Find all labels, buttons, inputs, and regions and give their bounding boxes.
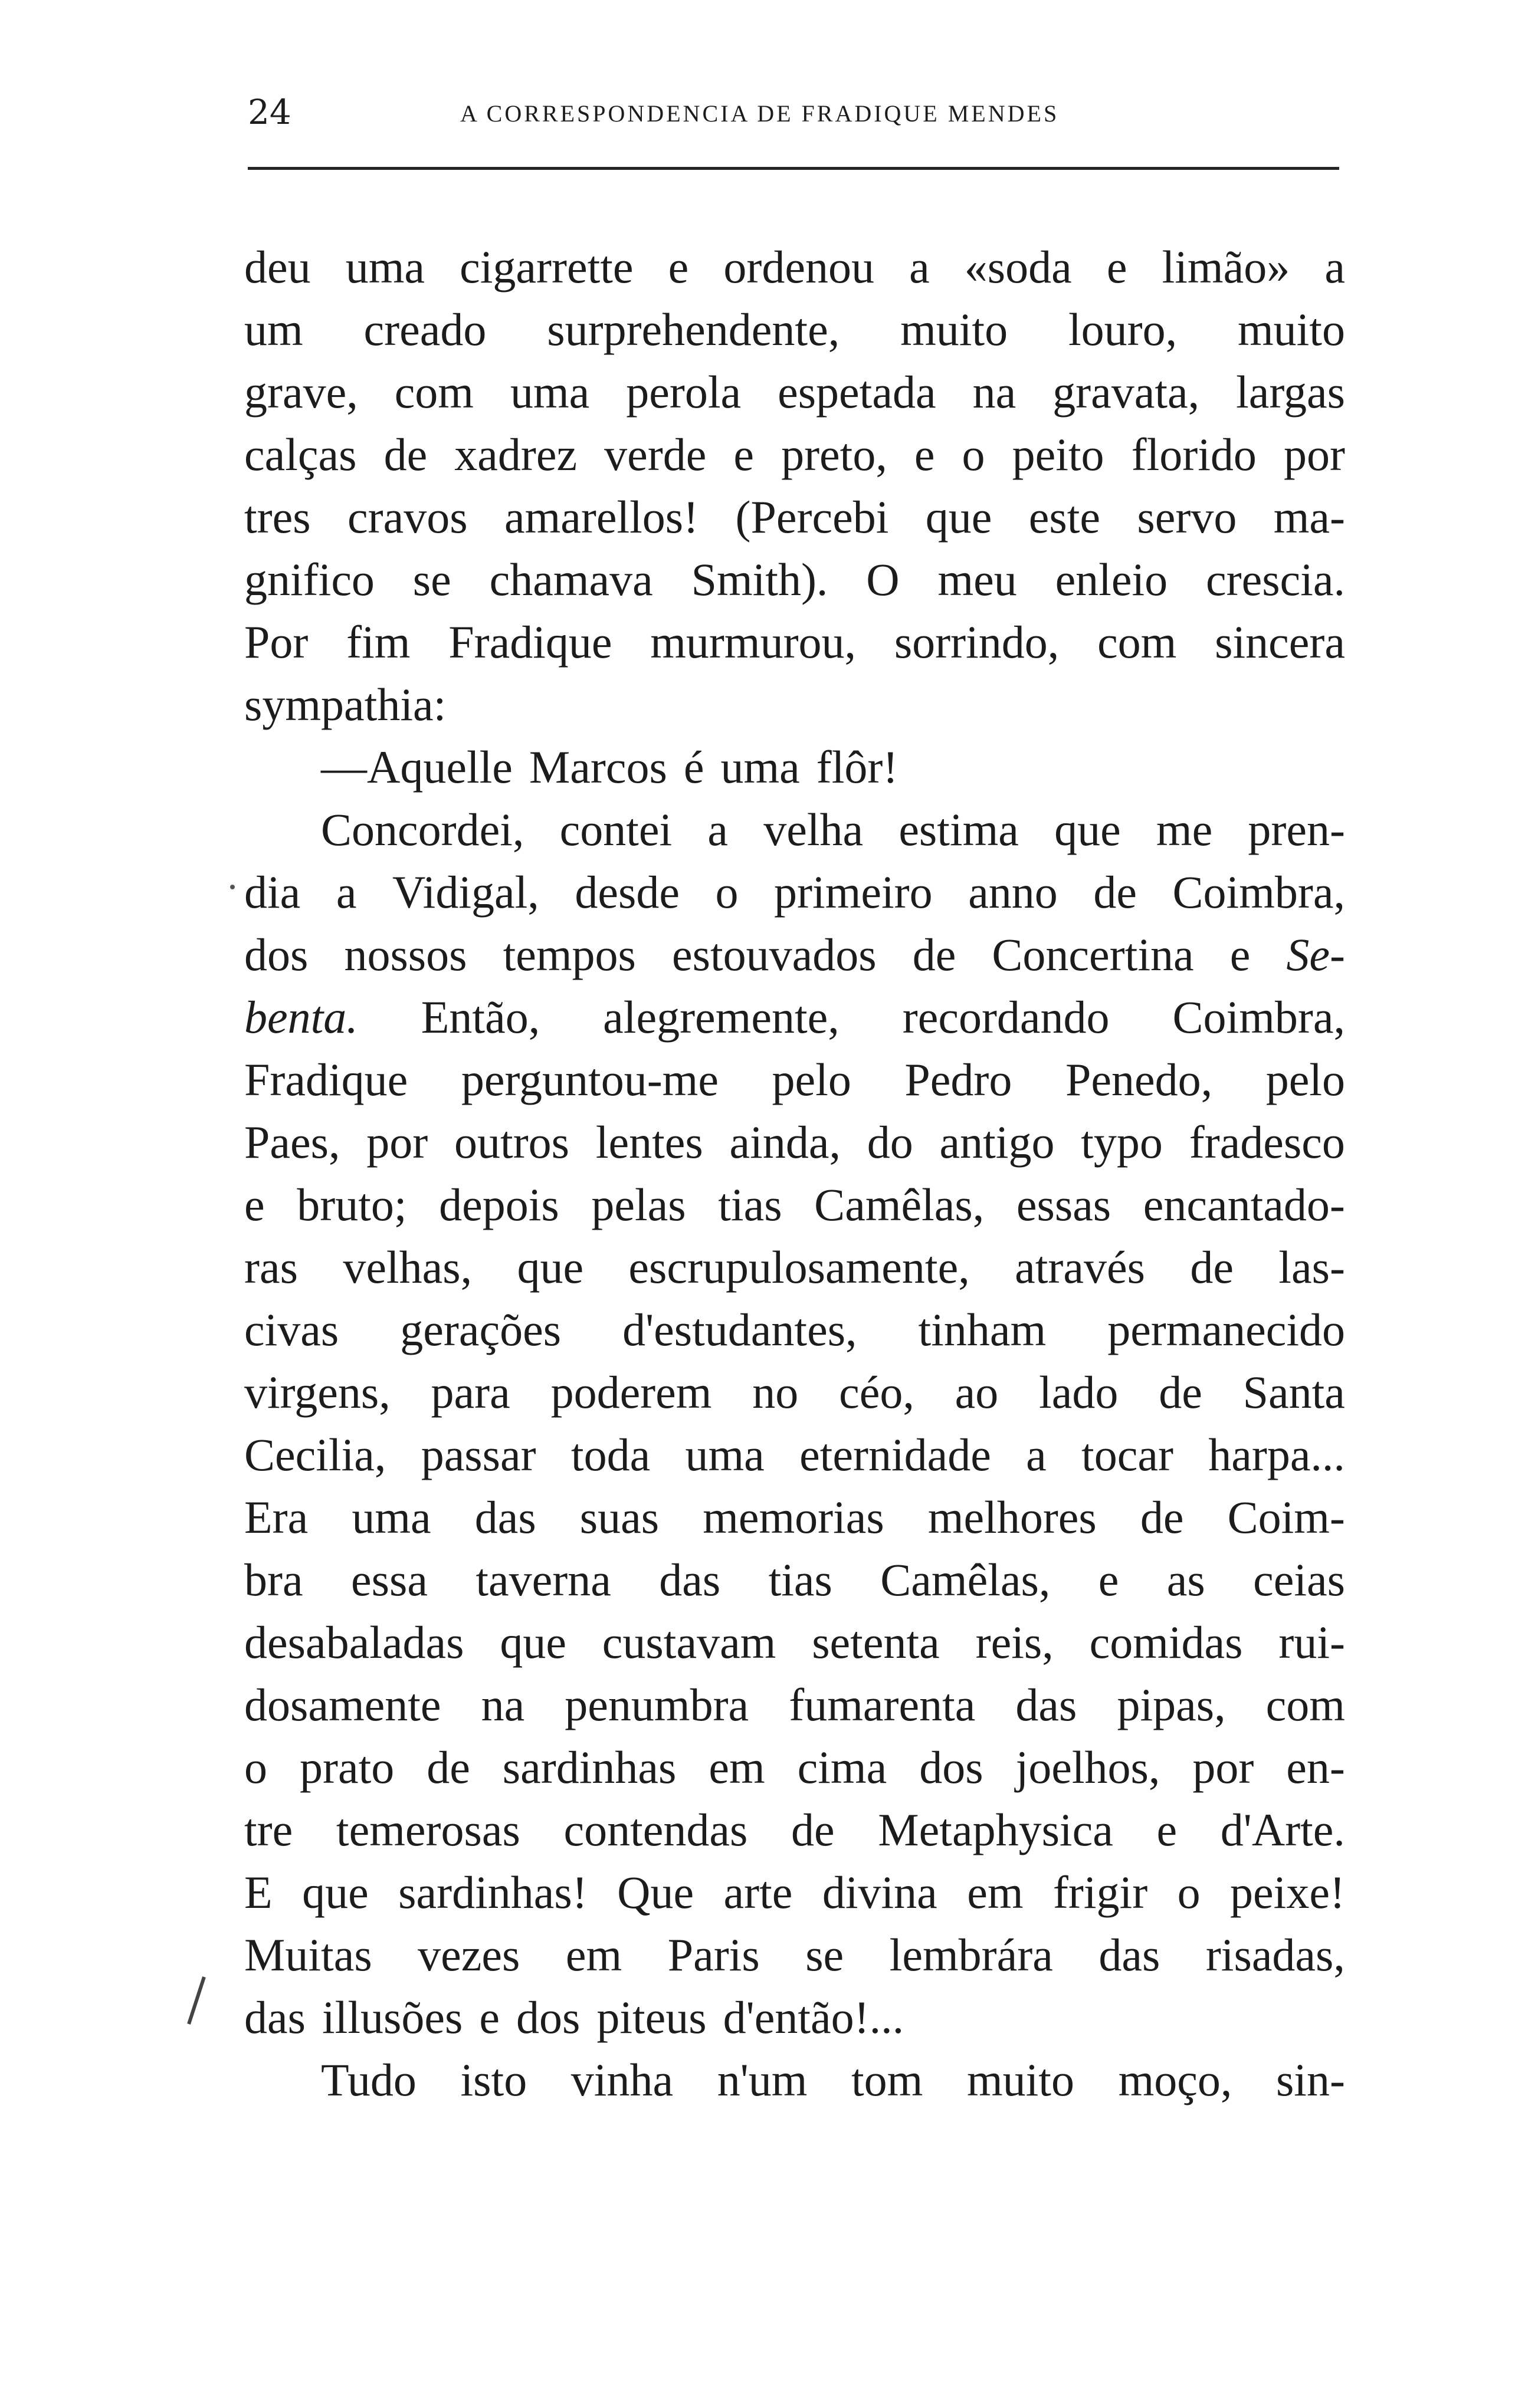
word: das — [474, 1492, 536, 1543]
word: a — [1324, 241, 1345, 293]
text-line — [244, 674, 1345, 736]
word: muito — [1237, 304, 1345, 355]
word: gerações — [400, 1304, 562, 1355]
text-line — [244, 861, 1345, 924]
word: sorrindo, — [894, 616, 1060, 668]
margin-speck — [230, 885, 235, 889]
word: estima — [898, 804, 1019, 855]
word: antigo — [939, 1116, 1055, 1168]
word: preto, — [781, 429, 887, 480]
word: muito — [900, 304, 1008, 355]
word: de — [1140, 1492, 1184, 1543]
word: peito — [1012, 429, 1104, 480]
word: d'Arte. — [1220, 1804, 1345, 1855]
word: pelo — [1265, 1054, 1345, 1105]
word: pren- — [1248, 804, 1345, 855]
word: Coimbra, — [1172, 866, 1345, 918]
word: uma — [352, 1492, 431, 1543]
word: uma — [510, 366, 590, 418]
word: passar — [421, 1429, 536, 1480]
word: surprehendente, — [547, 304, 840, 355]
word: as — [1166, 1554, 1205, 1605]
word: amarellos! — [504, 491, 699, 543]
word: de — [1093, 866, 1137, 918]
running-title: A CORRESPONDENCIA DE FRADIQUE MENDES — [460, 100, 1060, 127]
word: espetada — [778, 366, 936, 418]
word: pelas — [591, 1179, 686, 1230]
word: ceias — [1253, 1554, 1345, 1605]
word: depois — [439, 1179, 559, 1230]
word: toda — [570, 1429, 651, 1480]
word: memorias — [703, 1492, 884, 1543]
word: florido — [1131, 429, 1257, 480]
word: ainda, — [729, 1116, 841, 1168]
word: cravos — [347, 491, 468, 543]
header-rule — [248, 167, 1339, 170]
word: a — [909, 241, 930, 293]
word: a — [1026, 1429, 1047, 1480]
word: chamava — [489, 554, 653, 605]
word: das — [1015, 1679, 1077, 1730]
word: Que — [617, 1867, 694, 1918]
word: que — [500, 1617, 566, 1668]
word: e — [1229, 929, 1251, 980]
word: reis, — [975, 1617, 1054, 1668]
word: d'estudantes, — [622, 1304, 857, 1355]
word: Pedro — [904, 1054, 1012, 1105]
word: suas — [579, 1492, 660, 1543]
word: largas — [1236, 366, 1345, 418]
word: sardinhas — [502, 1742, 677, 1793]
word: se — [805, 1929, 844, 1980]
word: uma — [345, 241, 425, 293]
word: pipas, — [1117, 1679, 1226, 1730]
word: tias — [768, 1554, 832, 1605]
word: que — [1054, 804, 1121, 855]
word: Fradique — [448, 616, 612, 668]
word: uma — [685, 1429, 765, 1480]
word: Camêlas, — [880, 1554, 1051, 1605]
word: taverna — [476, 1554, 611, 1605]
word: illusões — [322, 1992, 463, 2043]
word: lembrára — [889, 1929, 1053, 1980]
word: este — [1028, 491, 1101, 543]
word: Fradique — [244, 1054, 408, 1105]
text-line — [244, 2049, 1345, 2111]
word: o — [715, 866, 739, 918]
word: o — [244, 1742, 267, 1793]
word: lado — [1039, 1366, 1119, 1418]
word: se — [412, 554, 451, 605]
word: Coim- — [1227, 1492, 1345, 1543]
text-line — [244, 486, 1345, 548]
word: por — [1283, 429, 1345, 480]
text-line — [244, 1299, 1345, 1361]
word: dos — [244, 929, 309, 980]
word: das — [1098, 1929, 1160, 1980]
text-line — [244, 361, 1345, 423]
word: poderem — [550, 1366, 712, 1418]
word: de — [912, 929, 956, 980]
word: tempos — [503, 929, 636, 980]
word: melhores — [927, 1492, 1097, 1543]
word: que — [517, 1241, 584, 1293]
word: encantado- — [1143, 1179, 1345, 1230]
word: em — [709, 1742, 765, 1793]
word: e — [914, 429, 935, 480]
word: Paris — [667, 1929, 760, 1980]
text-line — [244, 924, 1345, 986]
word: e — [244, 1179, 265, 1230]
word: (Percebi — [735, 491, 889, 543]
word: grave, — [244, 366, 358, 418]
body-text — [244, 236, 1345, 2111]
word: anno — [968, 866, 1058, 918]
word: eternidade — [799, 1429, 991, 1480]
word: arte — [723, 1867, 793, 1918]
word: alegremente, — [603, 991, 840, 1043]
running-head — [248, 88, 1345, 136]
word: Coimbra, — [1172, 991, 1345, 1043]
word: velhas, — [343, 1241, 473, 1293]
word: e — [1156, 1804, 1178, 1855]
word: velha — [763, 804, 864, 855]
word: frigir — [1052, 1867, 1148, 1918]
text-line — [244, 1674, 1345, 1736]
text-line — [244, 1236, 1345, 1299]
text-line — [244, 548, 1345, 611]
word: rui- — [1278, 1617, 1345, 1668]
word: Era — [244, 1492, 309, 1543]
word: verde — [604, 429, 707, 480]
word: servo — [1137, 491, 1237, 543]
word: e — [668, 241, 689, 293]
word: recordando — [902, 991, 1110, 1043]
word: com — [1097, 616, 1177, 668]
word: «soda — [964, 241, 1072, 293]
word: céo, — [839, 1366, 914, 1418]
word: de — [1159, 1366, 1202, 1418]
word: por — [366, 1116, 428, 1168]
word: louro, — [1068, 304, 1178, 355]
word: ao — [955, 1366, 999, 1418]
word: Então, — [421, 991, 540, 1043]
word: de — [427, 1742, 470, 1793]
word: typo — [1081, 1116, 1163, 1168]
word: flôr! — [816, 741, 898, 793]
word: temerosas — [336, 1804, 520, 1855]
word: d'então!... — [723, 1992, 904, 2043]
word: fumarenta — [789, 1679, 976, 1730]
word: permanecido — [1107, 1304, 1345, 1355]
word: Tudo — [321, 2054, 417, 2105]
word: sin- — [1275, 2054, 1345, 2105]
word: o — [1177, 1867, 1201, 1918]
word: bra — [244, 1554, 303, 1605]
word: Concertina — [992, 929, 1194, 980]
word: muito — [966, 2054, 1074, 2105]
word: peixe! — [1230, 1867, 1345, 1918]
word: em — [967, 1867, 1024, 1918]
word: que — [302, 1867, 369, 1918]
word: calças — [244, 429, 357, 480]
word: limão» — [1162, 241, 1290, 293]
word: harpa... — [1208, 1429, 1345, 1480]
text-line — [244, 298, 1345, 361]
word: Smith). — [691, 554, 828, 605]
word: moço, — [1118, 2054, 1232, 2105]
word: fradesco — [1189, 1116, 1345, 1168]
word: e — [479, 1992, 500, 2043]
word: n'um — [717, 2054, 808, 2105]
text-line — [244, 1986, 1345, 2049]
word: sympathia: — [244, 679, 447, 730]
word: deu — [244, 241, 311, 293]
word: prato — [299, 1742, 395, 1793]
word: isto — [460, 2054, 527, 2105]
word: a — [336, 866, 357, 918]
word: virgens, — [244, 1366, 391, 1418]
word: vezes — [418, 1929, 520, 1980]
word: desde — [575, 866, 680, 918]
text-line — [244, 1736, 1345, 1799]
text-line — [244, 1924, 1345, 1986]
word: tocar — [1081, 1429, 1173, 1480]
word: Vidigal, — [392, 866, 539, 918]
word: enleio — [1055, 554, 1168, 605]
word: Paes, — [244, 1116, 340, 1168]
word: nossos — [344, 929, 467, 980]
text-line — [244, 1049, 1345, 1111]
word: perguntou-me — [461, 1054, 719, 1105]
word: setenta — [812, 1617, 940, 1668]
word: murmurou, — [650, 616, 857, 668]
word: Muitas — [244, 1929, 372, 1980]
word: tre — [244, 1804, 293, 1855]
word: no — [752, 1366, 799, 1418]
word: das — [659, 1554, 721, 1605]
word: para — [431, 1366, 510, 1418]
word: tias — [718, 1179, 782, 1230]
word: las- — [1278, 1241, 1345, 1293]
text-line — [244, 1111, 1345, 1174]
word: gnifico — [244, 554, 375, 605]
word: me — [1156, 804, 1213, 855]
word: de — [383, 429, 428, 480]
word: benta. — [244, 991, 358, 1043]
word: —Aquelle — [321, 741, 513, 793]
word: sincera — [1215, 616, 1345, 668]
word: gravata, — [1052, 366, 1200, 418]
text-line — [244, 236, 1345, 298]
margin-pencil-mark — [187, 1976, 206, 2025]
word: de — [1190, 1241, 1234, 1293]
word: Penedo, — [1065, 1054, 1213, 1105]
word: e — [1106, 241, 1127, 293]
word: tom — [851, 2054, 923, 2105]
word: um — [244, 304, 303, 355]
word: Camêlas, — [814, 1179, 985, 1230]
word: dos — [919, 1742, 983, 1793]
word: dos — [516, 1992, 581, 2043]
word: desabaladas — [244, 1617, 464, 1668]
word: através — [1015, 1241, 1145, 1293]
word: primeiro — [774, 866, 933, 918]
word: Metaphysica — [878, 1804, 1113, 1855]
text-line — [244, 1361, 1345, 1424]
word: contendas — [563, 1804, 748, 1855]
text-line — [244, 799, 1345, 861]
text-line — [244, 1486, 1345, 1549]
word: com — [1265, 1679, 1345, 1730]
word: risadas, — [1205, 1929, 1345, 1980]
word: Santa — [1242, 1366, 1345, 1418]
word: creado — [363, 304, 487, 355]
word: tres — [244, 491, 311, 543]
word: dosamente — [244, 1679, 441, 1730]
word: a — [707, 804, 729, 855]
text-line — [244, 1861, 1345, 1924]
word: en- — [1286, 1742, 1345, 1793]
word: Por — [244, 616, 309, 668]
word: tinham — [918, 1304, 1047, 1355]
text-line — [244, 1611, 1345, 1674]
word: com — [394, 366, 474, 418]
word: E — [244, 1867, 273, 1918]
word: comidas — [1089, 1617, 1243, 1668]
text-line — [244, 423, 1345, 486]
word: do — [867, 1116, 913, 1168]
word: ordenou — [723, 241, 874, 293]
word: penumbra — [565, 1679, 749, 1730]
word: e — [1098, 1554, 1119, 1605]
word: que — [925, 491, 992, 543]
word: na — [972, 366, 1016, 418]
word: pelo — [772, 1054, 851, 1105]
word: estouvados — [672, 929, 877, 980]
text-line — [244, 1549, 1345, 1611]
word: escrupulosamente, — [628, 1241, 970, 1293]
word: das — [244, 1992, 306, 2043]
word: O — [866, 554, 900, 605]
word: é — [683, 741, 704, 793]
word: e — [733, 429, 755, 480]
word: crescia. — [1205, 554, 1345, 605]
word: joelhos, — [1015, 1742, 1160, 1793]
word: Cecilia, — [244, 1429, 386, 1480]
word: de — [791, 1804, 835, 1855]
word: fim — [346, 616, 411, 668]
word: civas — [244, 1304, 339, 1355]
word: ma- — [1273, 491, 1345, 543]
word: contei — [559, 804, 673, 855]
word: em — [565, 1929, 622, 1980]
word: meu — [937, 554, 1017, 605]
word: por — [1192, 1742, 1254, 1793]
word: Concordei, — [321, 804, 524, 855]
word: essa — [350, 1554, 428, 1605]
word: ras — [244, 1241, 298, 1293]
text-line — [244, 1799, 1345, 1861]
word: piteus — [596, 1992, 707, 2043]
word: essas — [1016, 1179, 1111, 1230]
word: cima — [797, 1742, 887, 1793]
text-line — [244, 1174, 1345, 1236]
word: vinha — [570, 2054, 674, 2105]
word: o — [962, 429, 985, 480]
word: custavam — [602, 1617, 776, 1668]
word: sardinhas! — [398, 1867, 588, 1918]
word: Marcos — [529, 741, 667, 793]
word: xadrez — [454, 429, 578, 480]
word: dia — [244, 866, 301, 918]
word: divina — [822, 1867, 937, 1918]
word: cigarrette — [460, 241, 634, 293]
word: uma — [720, 741, 800, 793]
word: lentes — [595, 1116, 703, 1168]
word: outros — [454, 1116, 570, 1168]
word: bruto; — [297, 1179, 407, 1230]
word: Se- — [1286, 929, 1345, 980]
text-line — [244, 1424, 1345, 1486]
page-number: 24 — [248, 92, 291, 132]
text-line — [244, 736, 1345, 799]
word: na — [481, 1679, 525, 1730]
word: perola — [626, 366, 742, 418]
text-line — [244, 611, 1345, 674]
text-line — [244, 986, 1345, 1049]
